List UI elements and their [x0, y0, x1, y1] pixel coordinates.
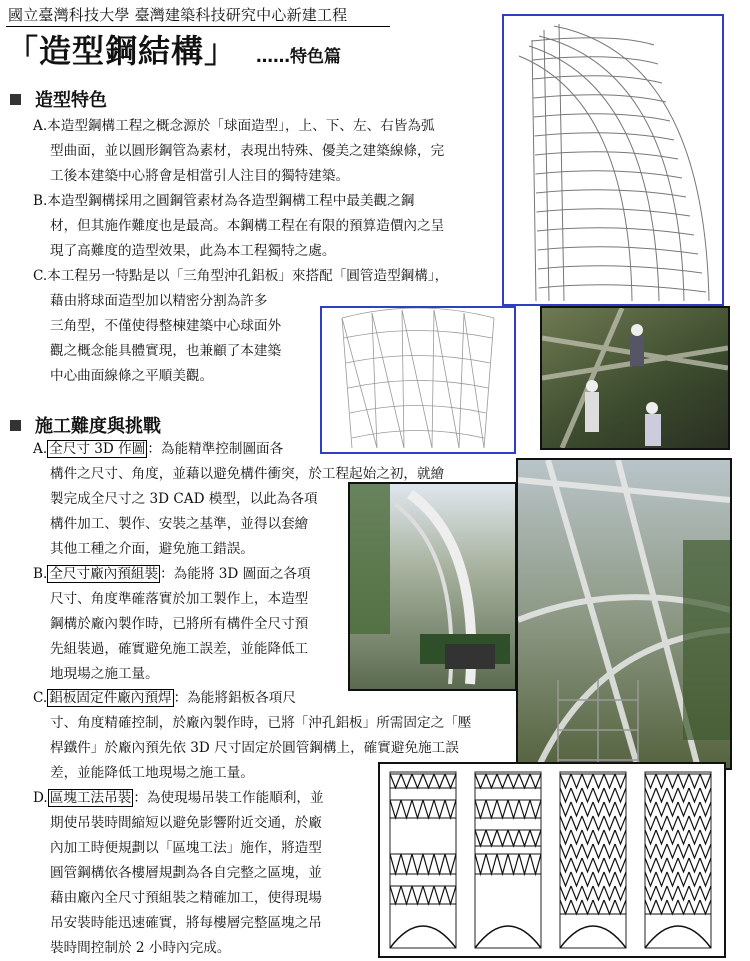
square-bullet-icon	[10, 420, 21, 431]
workers-photo-drawing	[542, 308, 728, 448]
section-heading-challenges: 施工難度與挑戰	[10, 412, 161, 438]
page-title: 「造型鋼結構」	[6, 32, 238, 70]
prefab-assembly-photo	[348, 482, 517, 691]
wireframe-drawing	[504, 16, 722, 304]
challenge-item-c: C. 鋁板固定件廠內預焊 ：為能將鋁板各項尺 寸、角度精確控制，於廠內製作時，已將「沖孔鋁板」所需固定之「壓 桿鐵件」於廠內預先依 3D 尺寸固定於圓管鋼構上，確實避免施工誤 差，並能降低工地現場之施工量。	[33, 690, 472, 781]
block-method-diagram	[378, 762, 726, 958]
item-a-label: 全尺寸 3D 作圖	[49, 441, 146, 457]
challenge-item-b: B. 全尺寸廠內預組裝 ：為能將 3D 圖面之各項 尺寸、角度準確落實於加工製作上，本造型 鋼構於廠內製作時，已將所有構件全尺寸預 先組裝過，確實避免施工誤差，並能降低工 地現場之施工量。	[33, 566, 311, 682]
workers-photo	[540, 306, 730, 450]
section-heading-features: 造型特色	[10, 86, 107, 112]
steel-wireframe-image-small	[320, 306, 516, 454]
steel-wireframe-image-large	[502, 14, 724, 306]
page-subtitle: ……特色篇	[256, 47, 341, 67]
square-bullet-icon	[10, 94, 21, 105]
item-b-label: 全尺寸廠內預組裝	[49, 566, 159, 582]
paragraph-a: A.本造型鋼構工程之概念源於「球面造型」，上、下、左、右皆為弧 型曲面，並以圓形鋼管為素材，表現出特殊、優美之建築線條，完 工後本建築中心將會是相當引人注目的獨特建築。	[33, 118, 445, 184]
block-diagram-drawing	[380, 764, 724, 956]
paragraph-c: C.本工程另一特點是以「三角型沖孔鋁板」來搭配「圓管造型鋼構」， 藉由將球面造型加以精密分割為許多 三角型，不僅使得整棟建築中心球面外 觀之概念能具體實現，也兼顧了本建築 中心曲面線條之平順美觀。	[33, 268, 449, 384]
item-c-label: 鋁板固定件廠內預焊	[49, 690, 172, 706]
scaffolding-photo	[516, 458, 732, 770]
wireframe-drawing-small	[322, 308, 514, 452]
prefab-assembly-drawing	[350, 484, 515, 689]
paragraph-b: B.本造型鋼構採用之圓鋼管素材為各造型鋼構工程中最美觀之鋼 材，但其施作難度也是最高。本鋼構工程在有限的預算造價內之呈 現了高難度的造型效果，此為本工程獨特之處。	[33, 193, 445, 259]
scaffolding-drawing	[518, 460, 730, 768]
challenge-item-d: D. 區塊工法吊裝 ：為使現場吊裝工作能順利，並 期使吊裝時間縮短以避免影響附近交通，於廠 內加工時便規劃以「區塊工法」施作，將造型 圓管鋼構依各樓層規劃為各自完整之區塊，並 藉由廠內全尺寸預組裝之精確加工，使得現場 吊安裝時能迅速確實，將每樓層完整區塊之吊 裝時間控制於 2 小時內完成。	[33, 790, 324, 956]
item-d-label: 區塊工法吊裝	[49, 790, 132, 806]
header-org: 國立臺灣科技大學 臺灣建築科技研究中心新建工程	[8, 6, 348, 24]
challenge-item-a: A. 全尺寸 3D 作圖 ：為能精準控制圖面各 構件之尺寸、角度，並藉以避免構件衝突，於工程起始之初，就繪 製完成全尺寸之 3D CAD 模型，以此為各項 構件加工、製作、安裝之基準，並得以套繪 其他工種之介面，避免施工錯誤。	[33, 441, 445, 557]
